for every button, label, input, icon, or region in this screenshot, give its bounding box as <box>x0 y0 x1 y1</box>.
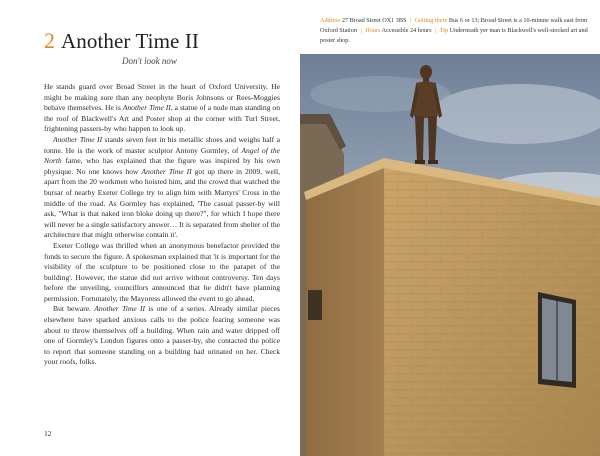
address-value: 27 Broad Street OX1 3BS <box>341 17 407 24</box>
body-text <box>44 82 280 368</box>
hours-label: Hours <box>365 27 381 34</box>
text-span: He stands guard over Broad Street in the heart of Oxford University. He might be making sure than any neophyte Boris Johnsons or Rees-Moggies behave themselves. He is <box>44 82 280 113</box>
chapter-heading <box>44 30 280 52</box>
statue-photo <box>300 54 600 456</box>
separator: | <box>360 27 362 34</box>
info-panel <box>300 0 600 54</box>
address-label: Address <box>320 17 341 24</box>
separator: | <box>410 17 412 24</box>
chapter-number: 2 <box>44 28 55 53</box>
text-span: stands seven feet in his metallic shoes and weighs half a tonne. He is the work of master sculptor Antony Gormley, of <box>44 134 280 155</box>
italic-title: Another Time II <box>141 166 192 176</box>
paragraph-1 <box>44 82 280 135</box>
italic-title: Another Time II <box>94 304 146 314</box>
chapter-subtitle: Don't look now <box>122 56 177 66</box>
tip-value: Underneath yer man is Blackwell's well-stocked art and poster shop. <box>320 27 588 44</box>
paragraph-2 <box>44 135 280 241</box>
separator: | <box>435 27 437 34</box>
italic-title: Another Time II <box>122 103 171 113</box>
paragraph-3: Exeter College was thrilled when an anonymous benefactor provided the funds to secure the figure. A spokesman explained that 'it is important for the visibility of the sculpture to be positioned close to the parapet of the building'. However, the statue did not arrive without controversy. Ten days before the unveiling, councillors announced that he didn't have planning permission. Fortunately, the Mayoress allowed the event to go ahead. <box>44 240 280 303</box>
window <box>308 290 322 320</box>
text-span: But beware. <box>53 304 95 314</box>
getting-there-value: Bus 6 or 13; Broad Street is a 10-minute walk east from Oxford Station <box>320 17 588 34</box>
text-span: , a statue of a nude man standing on the roof of Blackwell's Art and Poster shop at the corner with Turl Street, frightening passers-by who happen to look up. <box>44 103 280 134</box>
paragraph-4 <box>44 304 280 368</box>
hours-value: Accessible 24 hours <box>381 27 432 34</box>
text-span: fame, who has explained that the figure was inspired by his own physique. No one knows how <box>44 156 280 176</box>
photo-illustration <box>300 54 600 456</box>
text-span: got up there in 2009, well, apart from the 20 workmen who hoisted him, and the crowd that watched the bursar of nearby Exeter College try to align him with Martyrs' Cross in the middle of the road. As Gormley has explained, 'The casual passer-by will ask, "What is that naked iron bloke doing up there?", for which I hope there will never be a single satisfactory answer… It is separated from shelter of the architecture that might otherwise contain it'. <box>44 166 280 240</box>
page-number: 12 <box>44 429 52 438</box>
getting-there-label: Getting there <box>414 17 448 24</box>
chapter-title: Another Time II <box>61 29 199 53</box>
italic-title: Angel of the North <box>44 145 280 166</box>
right-page <box>300 0 600 456</box>
text-span: is one of a series. Already similar pieces elsewhere have sparked anxious calls to the police fearing someone was about to throw themselves off a building. When rain and water dripped off one of Gormley's London figures onto a passer-by, she contacted the police to report that someone standing on a building had urinated on her. Check your roofs, folks. <box>44 304 281 367</box>
italic-title: Another Time II <box>53 134 103 144</box>
tip-label: Tip <box>439 27 449 34</box>
